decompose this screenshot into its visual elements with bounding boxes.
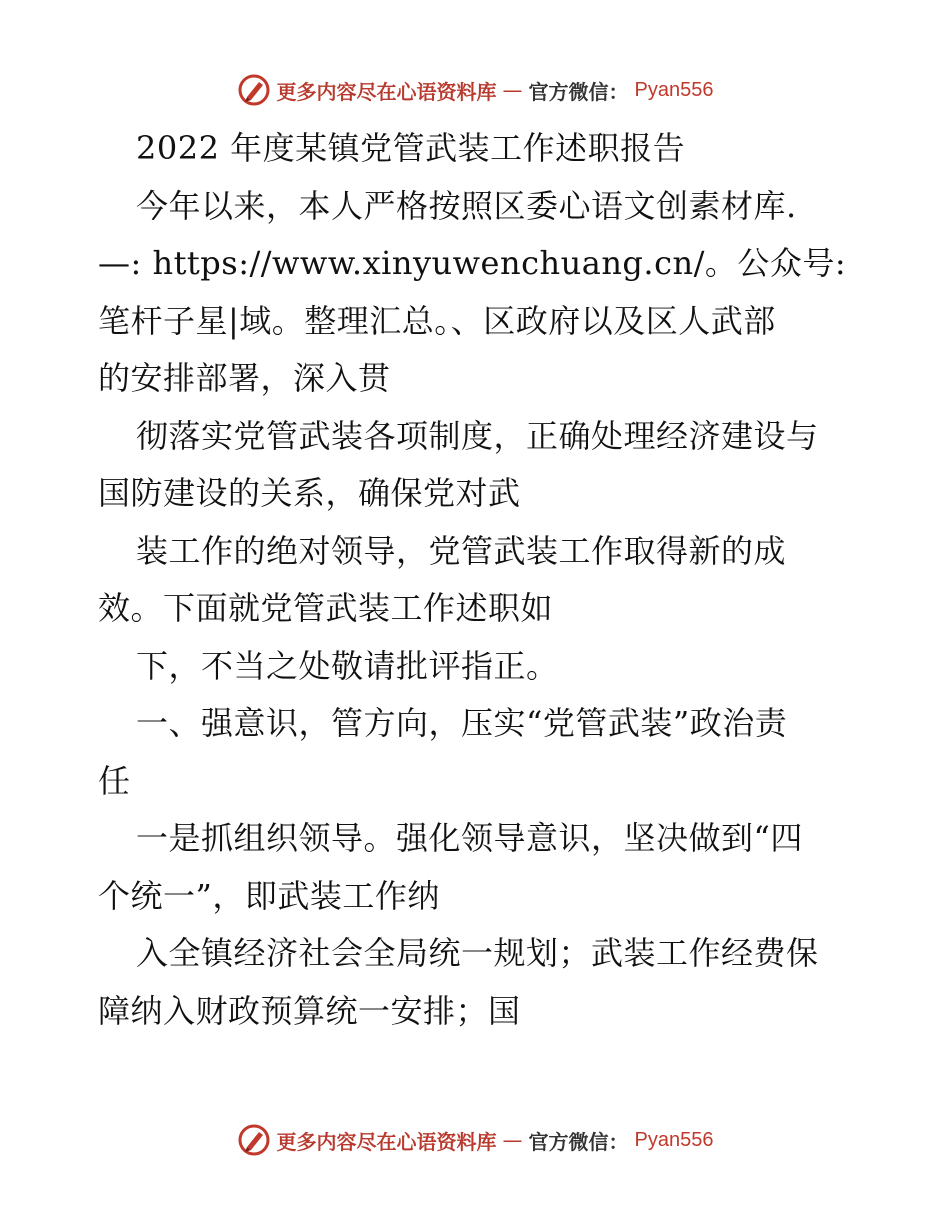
watermark-main-text: 更多内容尽在心语资料库 [276,79,497,104]
document-body [98,120,868,1040]
paragraph-line: 个统一”，即武装工作纳 [98,876,440,915]
paragraph-line: —: https://www.xinyuwenchuang.cn/。公众号: [98,244,847,282]
paragraph-line: 下，不当之处敬请批评指正。 [136,646,559,685]
paragraph-line: 装工作的绝对领导，党管武装工作取得新的成 [136,531,787,570]
pen-logo-icon [237,1123,271,1157]
paragraph-line: 彻落实党管武装各项制度，正确处理经济建设与 [136,416,819,455]
page-header-watermark [0,70,950,110]
watermark-wechat-id: Pyan556 [634,78,714,101]
paragraph-line: 一是抓组织领导。强化领导意识，坚决做到“四 [136,819,803,857]
watermark-separator: — [502,78,523,102]
watermark-main-text: 更多内容尽在心语资料库 [276,1129,497,1154]
pen-logo-icon [237,73,271,107]
paragraph-line: 入全镇经济社会全局统一规划；武装工作经费保 [136,934,819,972]
paragraph-line: 今年以来，本人严格按照区委心语文创素材库. [136,186,797,225]
section-heading-line: 一、强意识，管方向，压实“党管武装”政治责 [136,704,788,742]
watermark-separator: — [502,1128,523,1152]
section-heading-line: 任 [98,761,131,800]
watermark-wechat-id: Pyan556 [634,1128,714,1151]
paragraph-line: 障纳入财政预算统一安排；国 [98,991,521,1030]
title-line: 2022 年度某镇党管武装工作述职报告 [136,129,686,167]
watermark-wechat-label: 官方微信： [528,79,629,104]
paragraph-line: 效。下面就党管武装工作述职如 [98,589,554,627]
watermark-wechat-label: 官方微信： [528,1129,629,1154]
paragraph-line: 的安排部署，深入贯 [98,359,391,397]
paragraph-line: 国防建设的关系，确保党对武 [98,474,521,512]
page-footer-watermark [0,1120,950,1160]
paragraph-line: 笔杆子星|域。整理汇总。、区政府以及区人武部 [98,301,776,340]
